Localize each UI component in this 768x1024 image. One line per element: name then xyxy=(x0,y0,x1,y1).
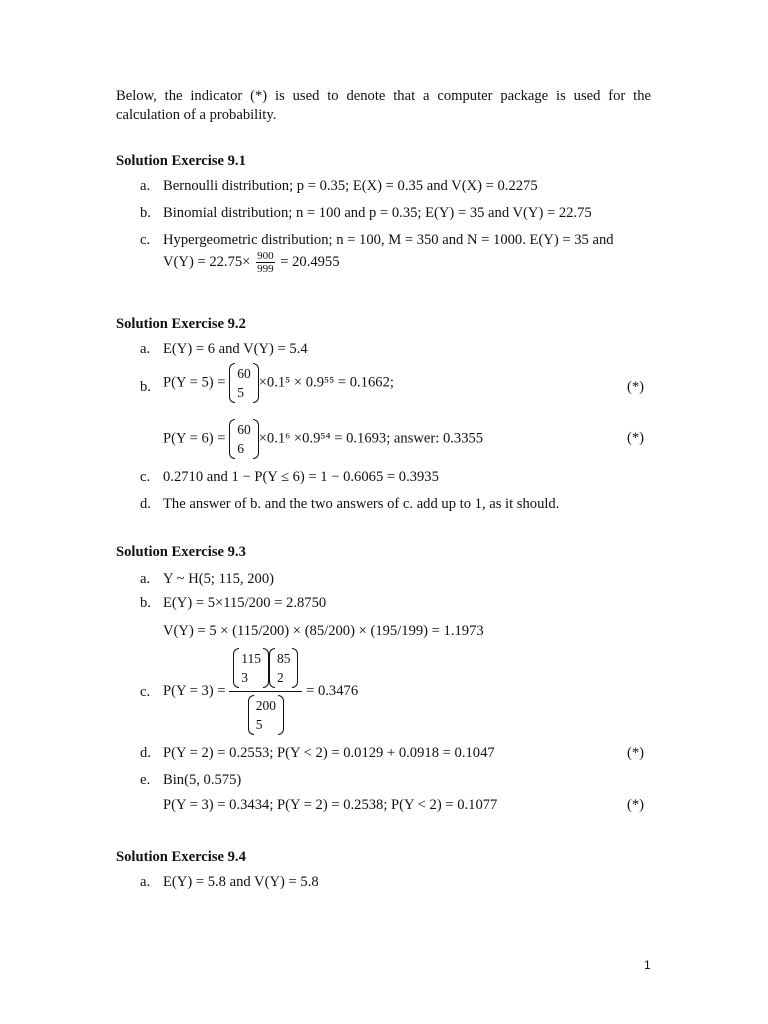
answer-9-3-a: Y ~ H(5; 115, 200) xyxy=(163,571,274,587)
answer-9-1-c: Hypergeometric distribution; n = 100, M = 350 and N = 1000. E(Y) = 35 and xyxy=(163,232,614,248)
variance-result: = 20.4955 xyxy=(280,253,340,270)
answer-9-3-e-probabilities: P(Y = 3) = 0.3434; P(Y = 2) = 0.2538; P(Y < 2) = 0.1077 xyxy=(163,797,498,813)
answer-9-3-b: E(Y) = 5×115/200 = 2.8750 xyxy=(163,595,327,611)
computer-indicator: (*) xyxy=(627,797,645,813)
binomial-coefficient xyxy=(233,648,269,688)
heading-9-4: Solution Exercise 9.4 xyxy=(116,849,246,865)
label-9-1-b: b. xyxy=(140,205,151,221)
label-9-2-b: b. xyxy=(140,379,151,395)
prob-result: ×0.1⁶ ×0.9⁵⁴ = 0.1693; answer: 0.3355 xyxy=(258,430,484,447)
label-9-2-d: d. xyxy=(140,496,151,512)
variance-prefix: V(Y) = 22.75× xyxy=(163,253,251,270)
answer-9-1-b: Binomial distribution; n = 100 and p = 0.35; E(Y) = 35 and V(Y) = 22.75 xyxy=(163,205,592,221)
binomial-coefficient xyxy=(229,419,259,459)
binom-top: 85 xyxy=(276,651,291,666)
answer-9-2-c: 0.2710 and 1 − P(Y ≤ 6) = 1 − 0.6065 = 0.3935 xyxy=(163,469,439,485)
binom-bottom: 5 xyxy=(255,717,263,732)
answer-9-4-a: E(Y) = 5.8 and V(Y) = 5.8 xyxy=(163,874,319,890)
computer-indicator: (*) xyxy=(627,379,645,395)
heading-9-3: Solution Exercise 9.3 xyxy=(116,544,246,560)
answer-9-2-b-second xyxy=(163,419,483,459)
prob-expression: P(Y = 5) = xyxy=(163,374,226,391)
binom-bottom: 3 xyxy=(241,670,248,685)
binom-top: 115 xyxy=(241,651,261,666)
computer-indicator: (*) xyxy=(627,430,645,446)
answer-9-2-b xyxy=(163,363,394,403)
label-9-3-b: b. xyxy=(140,595,151,611)
answer-9-2-a: E(Y) = 6 and V(Y) = 5.4 xyxy=(163,341,308,357)
hypergeometric-fraction xyxy=(229,648,302,735)
answer-9-3-d: P(Y = 2) = 0.2553; P(Y < 2) = 0.0129 + 0.0918 = 0.1047 xyxy=(163,745,495,761)
fraction-numerator: 900 xyxy=(257,250,274,262)
intro-paragraph: Below, the indicator (*) is used to denote that a computer package is used for the calculation of a probability. xyxy=(116,88,651,123)
heading-9-2: Solution Exercise 9.2 xyxy=(116,316,246,332)
label-9-3-c: c. xyxy=(140,684,151,700)
binom-bottom: 6 xyxy=(237,441,244,456)
binom-top: 60 xyxy=(237,422,251,437)
label-9-1-c: c. xyxy=(140,232,151,248)
label-9-3-d: d. xyxy=(140,745,151,761)
fraction-900-999 xyxy=(256,250,275,275)
answer-9-2-d: The answer of b. and the two answers of c. add up to 1, as it should. xyxy=(163,496,560,512)
prob-result: = 0.3476 xyxy=(306,682,359,699)
binom-bottom: 5 xyxy=(237,385,244,400)
answer-9-1-a: Bernoulli distribution; p = 0.35; E(X) = 0.35 and V(X) = 0.2275 xyxy=(163,178,538,194)
answer-9-3-b-variance: V(Y) = 5 × (115/200) × (85/200) × (195/199) = 1.1973 xyxy=(163,623,484,639)
binomial-coefficient xyxy=(248,695,284,735)
label-9-1-a: a. xyxy=(140,178,151,194)
label-9-4-a: a. xyxy=(140,874,151,890)
page-number: 1 xyxy=(644,958,651,972)
computer-indicator: (*) xyxy=(627,745,645,761)
binom-bottom: 2 xyxy=(276,670,284,685)
label-9-2-c: c. xyxy=(140,469,151,485)
binomial-coefficient xyxy=(229,363,259,403)
answer-9-1-c-variance xyxy=(163,250,340,275)
prob-expression: P(Y = 3) = xyxy=(163,682,226,699)
answer-9-3-c xyxy=(163,648,358,735)
heading-9-1: Solution Exercise 9.1 xyxy=(116,153,246,169)
label-9-2-a: a. xyxy=(140,341,151,357)
label-9-3-e: e. xyxy=(140,772,151,788)
prob-result: ×0.1⁵ × 0.9⁵⁵ = 0.1662; xyxy=(258,374,394,391)
binomial-coefficient xyxy=(269,648,299,688)
binom-top: 60 xyxy=(237,366,251,381)
binom-top: 200 xyxy=(255,698,276,713)
prob-expression: P(Y = 6) = xyxy=(163,430,226,447)
fraction-denominator: 999 xyxy=(257,263,274,275)
answer-9-3-e: Bin(5, 0.575) xyxy=(163,772,242,788)
label-9-3-a: a. xyxy=(140,571,151,587)
